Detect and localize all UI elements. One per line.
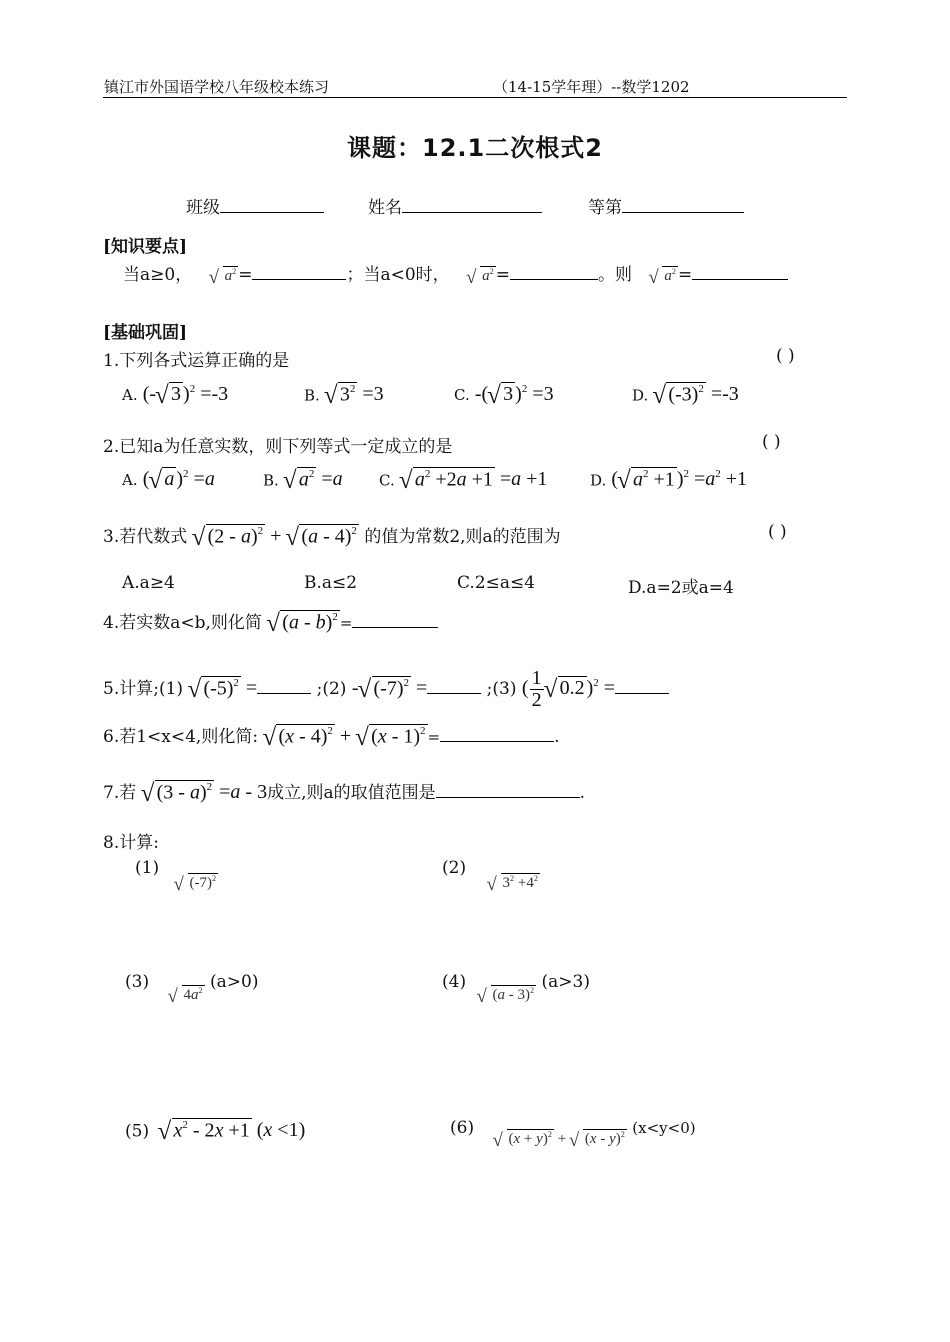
q2-answer-paren[interactable]: ( ) [762,432,781,452]
k-blank-2[interactable] [510,263,598,280]
q8-item-4 [442,972,590,1004]
header-rule [103,97,847,98]
q1-text: 1.下列各式运算正确的是 [103,351,290,371]
q1-a-result: -3 [211,383,229,405]
q2-a-label: A. [122,471,138,489]
q8-i5-label: (5) [125,1121,150,1142]
section-basics-heading: [基础巩固] [103,323,188,343]
grade-field[interactable] [588,193,744,218]
q3-option-a[interactable]: A.a≥4 [122,573,175,593]
q1-c-label: C. [454,386,470,404]
k-eq-2: = [495,265,510,285]
q7-pre: 7.若 [103,783,137,803]
q8-heading: 8.计算: [103,833,159,853]
q1-b-result: 3 [373,383,384,406]
k-text-3: 。则 [597,265,632,285]
q2-option-b[interactable] [263,467,343,491]
q8-item-6 [450,1118,696,1148]
k-eq-3: = [678,265,693,285]
q4-stem [103,608,438,634]
q8-i3-math: √ $4a^2$ [169,985,205,1004]
k-sqrt-2: √ $a^2$ [467,268,496,284]
k-blank-1[interactable] [252,263,346,280]
q8-item-1 [135,858,218,892]
q8-i3-cond: (a>0) [210,972,259,992]
q6-end: . [554,727,560,747]
q5-eq-1: = [245,677,258,700]
name-blank[interactable] [402,196,542,213]
q5-math-3: ( $\frac{1}{2}$ √ 0.2 )$^2$ = [522,677,615,699]
q1-a-math: (-√ 3 )$^2$ =-3 [143,383,228,405]
q4-pre: 4.若实数a<b,则化简 [103,613,262,633]
q2-b-math: √ $a^2 =a$ [284,468,343,490]
q4-blank[interactable] [352,611,438,628]
q8-item-2 [442,858,540,892]
q4-math: √ (a - b)$^2$ [267,611,340,633]
q1-option-a[interactable] [122,382,228,406]
section-knowledge-heading: [知识要点] [103,237,188,257]
q8-i4-label: (4) [442,972,467,992]
q8-i1-label: (1) [135,858,160,878]
q8-i6-math: √ $(x + y)^2$ + √ (x - y)$^2$ [494,1129,627,1148]
class-field[interactable] [186,193,324,218]
grade-label: 等第 [588,198,622,218]
q3-math: √ (2 - a)$^2$ + √ (a - 4)$^2$ [193,525,359,547]
q5-eq-2: = [415,677,428,700]
k-sqrt-3: √ $a^2$ [649,268,678,284]
knowledge-line [123,260,788,285]
q1-option-d[interactable] [632,382,739,406]
q5-blank-2[interactable] [427,677,481,694]
q8-i6-label: (6) [450,1118,475,1138]
q7-stem [103,778,585,804]
q1-d-result: -3 [722,383,739,406]
q5-pre: 5.计算;(1) [103,679,184,700]
q1-d-label: D. [632,386,649,405]
q8-i4-cond: (a>3) [541,972,590,992]
q6-stem [103,722,560,748]
q1-option-b[interactable] [304,382,384,406]
q5-blank-1[interactable] [257,677,311,694]
q5-p3: ;(3) [486,679,517,700]
q3-option-b[interactable]: B.a≤2 [304,573,358,593]
q3-pre: 3.若代数式 [103,527,188,547]
q1-b-label: B. [304,386,320,405]
q8-i6-cond: (x<y<0) [632,1119,696,1137]
q8-i1-math: √ $(-7)^2$ [175,873,219,892]
q8-i5-math: √ $x^2 - 2x +1$ (x <1) [159,1119,306,1141]
k-eq-1: = [238,265,253,285]
q2-b-label: B. [263,471,279,490]
q1-c-math: -(√ 3 )$^2$ =3 [475,383,554,405]
k-blank-3[interactable] [692,263,788,280]
q8-item-5 [125,1118,305,1142]
q7-end: . [579,783,586,803]
grade-blank[interactable] [622,196,744,213]
q6-eq: = [427,728,441,746]
q5-math-2: -√ $(-7)^2$ = [352,677,427,699]
q1-d-math: √ $(-3)^2 =-3$ [653,383,738,405]
class-blank[interactable] [220,196,324,213]
q2-option-c[interactable] [379,467,547,491]
q8-item-3 [125,972,259,1004]
k-sqrt-1: √ $a^2$ [210,268,239,284]
q2-c-math: √ $a^2 +2a +1 =a +1$ [400,468,548,490]
q8-i4-math: √ (a - 3)$^2$ [478,985,537,1004]
q2-c-label: C. [379,471,395,490]
k-text-1: 当a≥0， [123,265,193,285]
q1-option-c[interactable] [454,382,554,406]
k-text-2: ；当a<0时， [346,265,450,285]
q1-a-label: A. [122,386,138,404]
q7-math: √ (3 - a)$^2$ =a - 3 [142,781,267,803]
name-field[interactable] [368,193,542,218]
q8-i2-label: (2) [442,858,467,878]
q5-p2: ;(2) [316,679,347,700]
q3-post: 的值为常数2,则a的范围为 [364,527,561,547]
page-title: 课题：12.1二次根式2 [347,134,603,162]
q2-option-d[interactable] [590,467,747,491]
q6-math: √ (x - 4)$^2$ + √ (x - 1)$^2$ [263,725,427,747]
q5-eq-3: = [603,677,616,700]
q2-d-label: D. [590,471,607,490]
q5-math-1: √ $(-5)^2$ = [188,677,257,699]
q5-stem [103,668,669,711]
q8-i3-label: (3) [125,972,150,992]
q6-pre: 6.若1<x<4,则化简: [103,727,259,747]
q2-d-math: (√ $a^2 +1$ )$^2 =a^2 +1$ [611,468,747,490]
q3-answer-paren[interactable]: ( ) [768,522,787,542]
q7-post: 成立,则a的取值范围是 [267,783,436,803]
header-left: 镇江市外国语学校八年级校本练习 [104,78,330,96]
q8-i2-math: √ $3^2 +4^2$ [488,873,540,892]
header-right: （14-15学年理）--数学1202 [493,78,690,96]
name-label: 姓名 [368,198,402,218]
class-label: 班级 [186,198,220,218]
q3-stem [103,522,561,548]
q1-answer-paren[interactable]: ( ) [776,346,795,366]
q1-b-math: √ $3^2 =3$ [325,383,384,405]
q4-eq: = [339,614,353,632]
q7-blank[interactable] [436,781,580,798]
q5-blank-3[interactable] [615,677,669,694]
q2-a-math: (√ a )$^2$ =a [143,468,215,490]
q3-option-d[interactable]: D.a=2或a=4 [628,578,734,598]
q6-blank[interactable] [440,725,554,742]
q2-text: 2.已知a为任意实数，则下列等式一定成立的是 [103,437,453,457]
q3-option-c[interactable]: C.2≤a≤4 [457,573,536,593]
q2-option-a[interactable] [122,467,215,491]
q1-c-result: 3 [543,383,554,405]
